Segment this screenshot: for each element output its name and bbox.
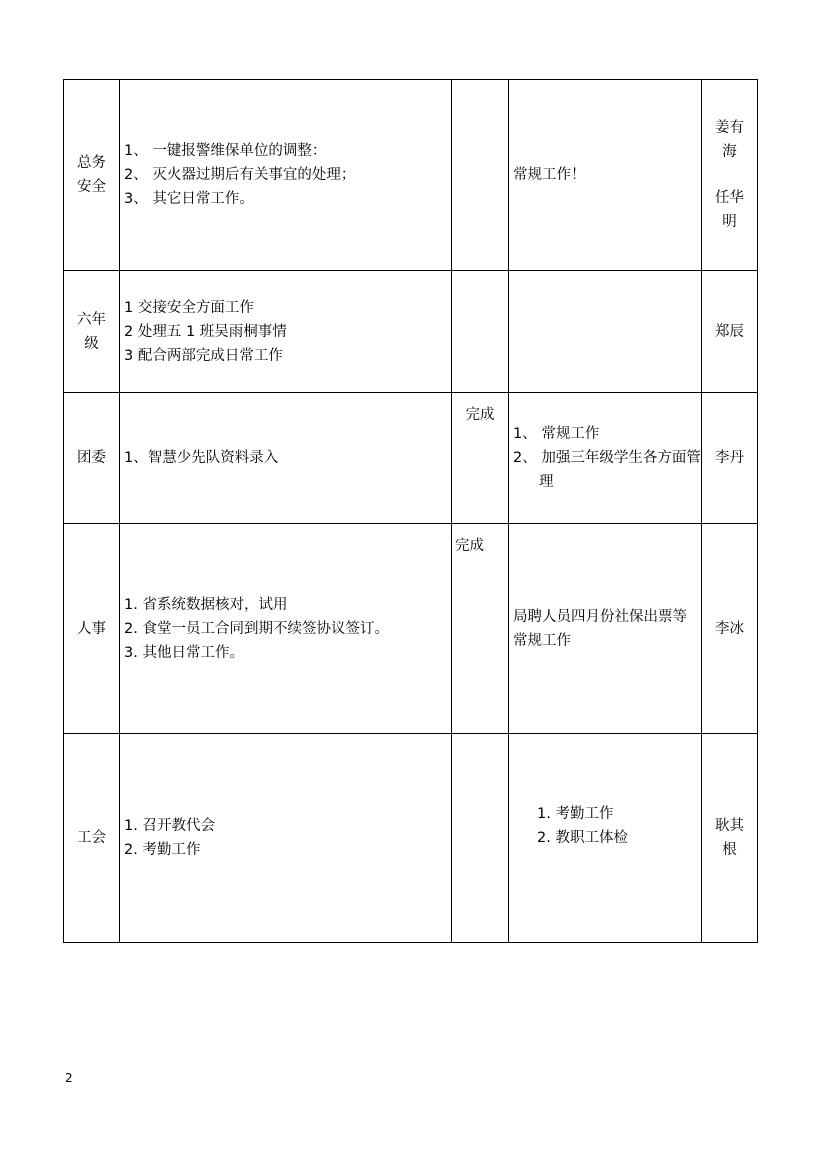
task-item: 1、智慧少先队资料录入	[124, 450, 279, 466]
person-name: 明	[722, 214, 737, 230]
task-item: 2. 考勤工作	[124, 842, 201, 858]
department-cell	[64, 734, 120, 943]
department-cell	[64, 271, 120, 393]
plan-cell	[509, 524, 702, 734]
status-label: 完成	[455, 538, 484, 554]
department-label: 级	[84, 335, 99, 352]
person-cell	[702, 524, 758, 734]
plan-item: 1. 考勤工作	[537, 806, 614, 822]
plan-cell	[509, 393, 702, 524]
department-cell	[64, 80, 120, 271]
person-cell	[702, 80, 758, 271]
task-item: 2. 食堂一员工合同到期不续签协议签订。	[124, 620, 389, 637]
department-label: 人事	[77, 620, 106, 637]
department-cell	[64, 524, 120, 734]
status-cell	[452, 524, 509, 734]
status-cell	[452, 80, 509, 271]
tasks-cell	[120, 80, 452, 271]
person-cell	[702, 271, 758, 393]
plan-cell	[509, 271, 702, 393]
tasks-cell	[120, 393, 452, 524]
person-name: 耿其	[715, 818, 744, 834]
task-item: 3 配合两部完成日常工作	[124, 347, 283, 364]
plan-cell	[509, 80, 702, 271]
person-cell	[702, 734, 758, 943]
task-item: 1. 召开教代会	[124, 818, 215, 834]
status-cell	[452, 734, 509, 943]
plan-cell	[509, 734, 702, 943]
tasks-cell	[120, 734, 452, 943]
plan-item: 2. 教职工体检	[537, 830, 628, 846]
department-label: 总务	[77, 155, 106, 171]
person-name: 郑辰	[715, 323, 744, 340]
person-cell	[702, 393, 758, 524]
status-cell	[452, 393, 509, 524]
task-item: 1、 一键报警维保单位的调整：	[124, 143, 327, 159]
table-row	[64, 80, 758, 271]
table-row	[64, 524, 758, 734]
task-item: 1. 省系统数据核对，试用	[124, 596, 288, 613]
plan-item: 1、 常规工作	[513, 426, 600, 442]
task-item: 2 处理五 1 班吴雨桐事情	[124, 323, 287, 340]
status-cell	[452, 271, 509, 393]
page-number: 2	[65, 1071, 73, 1085]
person-name: 姜有	[715, 120, 744, 136]
department-label: 六年	[77, 311, 106, 328]
person-name: 李冰	[715, 620, 744, 637]
table-row	[64, 734, 758, 943]
tasks-cell	[120, 271, 452, 393]
task-item: 2、 灭火器过期后有关事宜的处理；	[124, 167, 356, 183]
person-name: 根	[722, 842, 737, 858]
task-item: 1 交接安全方面工作	[124, 299, 254, 316]
department-label: 团委	[77, 450, 106, 466]
department-label: 安全	[77, 179, 106, 195]
department-cell	[64, 393, 120, 524]
person-name: 任华	[715, 190, 744, 206]
work-plan-table	[63, 79, 758, 943]
department-label: 工会	[77, 830, 106, 846]
table-row	[64, 393, 758, 524]
task-item: 3、 其它日常工作。	[124, 191, 254, 207]
tasks-cell	[120, 524, 452, 734]
plan-item: 2、 加强三年级学生各方面管理	[513, 450, 701, 490]
plan-item: 局聘人员四月份社保出票等常规工作	[513, 608, 687, 649]
task-item: 3. 其他日常工作。	[124, 644, 244, 661]
status-label: 完成	[465, 407, 495, 423]
plan-item: 常规工作！	[513, 167, 586, 183]
table-row	[64, 271, 758, 393]
person-name: 海	[722, 144, 737, 160]
person-name: 李丹	[715, 450, 744, 466]
